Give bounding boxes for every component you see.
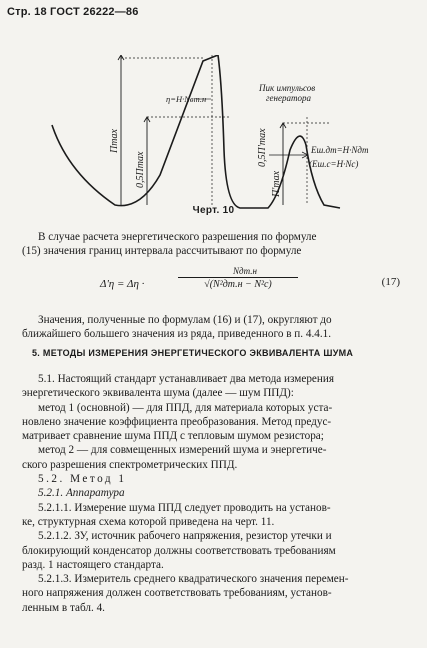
formula-fraction — [178, 266, 298, 290]
spectrum-curve — [52, 55, 340, 208]
subsection-heading: 5.2. Метод 1 — [38, 473, 127, 486]
formula-numerator: Nдт.н — [233, 266, 257, 276]
label-eta: η=Н·Nвт.н — [166, 94, 207, 104]
figure-caption: Черт. 10 — [192, 205, 235, 216]
text-line: метод 2 — для совмещенных измерений шума и энергетиче- — [38, 444, 327, 457]
text-line: ке, структурная схема которой приведена на черт. 11. — [22, 515, 275, 528]
label-eshdt: Еш.дт=Н·Nдт — [311, 145, 369, 155]
text-line: В случае расчета энергетического разрешения по формуле — [38, 231, 317, 243]
section-title: 5. МЕТОДЫ ИЗМЕРЕНИЯ ЭНЕРГЕТИЧЕСКОГО ЭКВИВАЛЕНТА ШУМА — [32, 348, 354, 358]
formula-denominator: √(N²дт.н − N²с) — [204, 279, 272, 290]
text-line: ближайшего большего значения из ряда, приведенного в п. 4.4.1. — [22, 328, 332, 341]
text-line: ного напряжения должен соответствовать требованиям, установ- — [22, 587, 332, 600]
label-peak-line1: Пик импульсов — [259, 83, 316, 93]
subsection-heading: 5.2.1. Аппаратура — [38, 487, 125, 500]
paragraph-formula-intro — [22, 230, 400, 259]
text-line: 5.2.1.1. Измерение шума ППД следует проводить на установ- — [38, 501, 331, 514]
text-line: 5.2.1.2. ЗУ, источник рабочего напряжения, резистор утечки и — [38, 530, 332, 543]
text-line: блокирующий конденсатор должны соответствовать требованиям — [22, 544, 336, 557]
label-eshs: (Еш.с=Н·Nс) — [309, 159, 359, 169]
formula-number: (17) — [381, 276, 400, 288]
text-line: (15) значения границ интервала рассчитывают по формуле — [22, 245, 302, 258]
page-header: Стр. 18 ГОСТ 26222—86 — [7, 6, 139, 18]
text-line: ленным в табл. 4. — [22, 601, 105, 614]
label-peak-line2: генератора — [266, 93, 311, 103]
text-line: матривает сравнение шума ППД с тепловым шумом резистора; — [22, 430, 324, 443]
text-line: метод 1 (основной) — для ППД, для материала которых уста- — [38, 401, 333, 414]
text-line: новлено значение коэффициента преобразования. Метод предус- — [22, 415, 332, 428]
text-line: энергетического эквивалента шума (далее — шум ППД): — [22, 387, 294, 400]
label-p-prime-max: П'max — [271, 170, 282, 197]
label-pmax: Пmax — [109, 129, 120, 153]
fraction-bar — [178, 277, 298, 278]
text-line: 5.2.1.3. Измеритель среднего квадратического значения перемен- — [38, 573, 349, 586]
formula-17 — [100, 266, 400, 302]
paragraph-rounding — [22, 313, 400, 342]
label-half-p-prime-max: 0,5П'max — [257, 128, 268, 167]
body-text — [22, 372, 400, 615]
spectrum-figure — [0, 55, 427, 210]
formula-lhs: Δ'η = Δη · — [100, 278, 145, 290]
text-line: 5.1. Настоящий стандарт устанавливает два метода измерения — [38, 373, 335, 385]
text-line: ского разрешения спектрометрических ППД. — [22, 458, 238, 471]
text-line: разд. 1 настоящего стандарта. — [22, 558, 164, 571]
text-line: Значения, полученные по формулам (16) и (17), округляют до — [38, 314, 332, 326]
label-half-pmax: 0,5Пmax — [135, 151, 146, 188]
